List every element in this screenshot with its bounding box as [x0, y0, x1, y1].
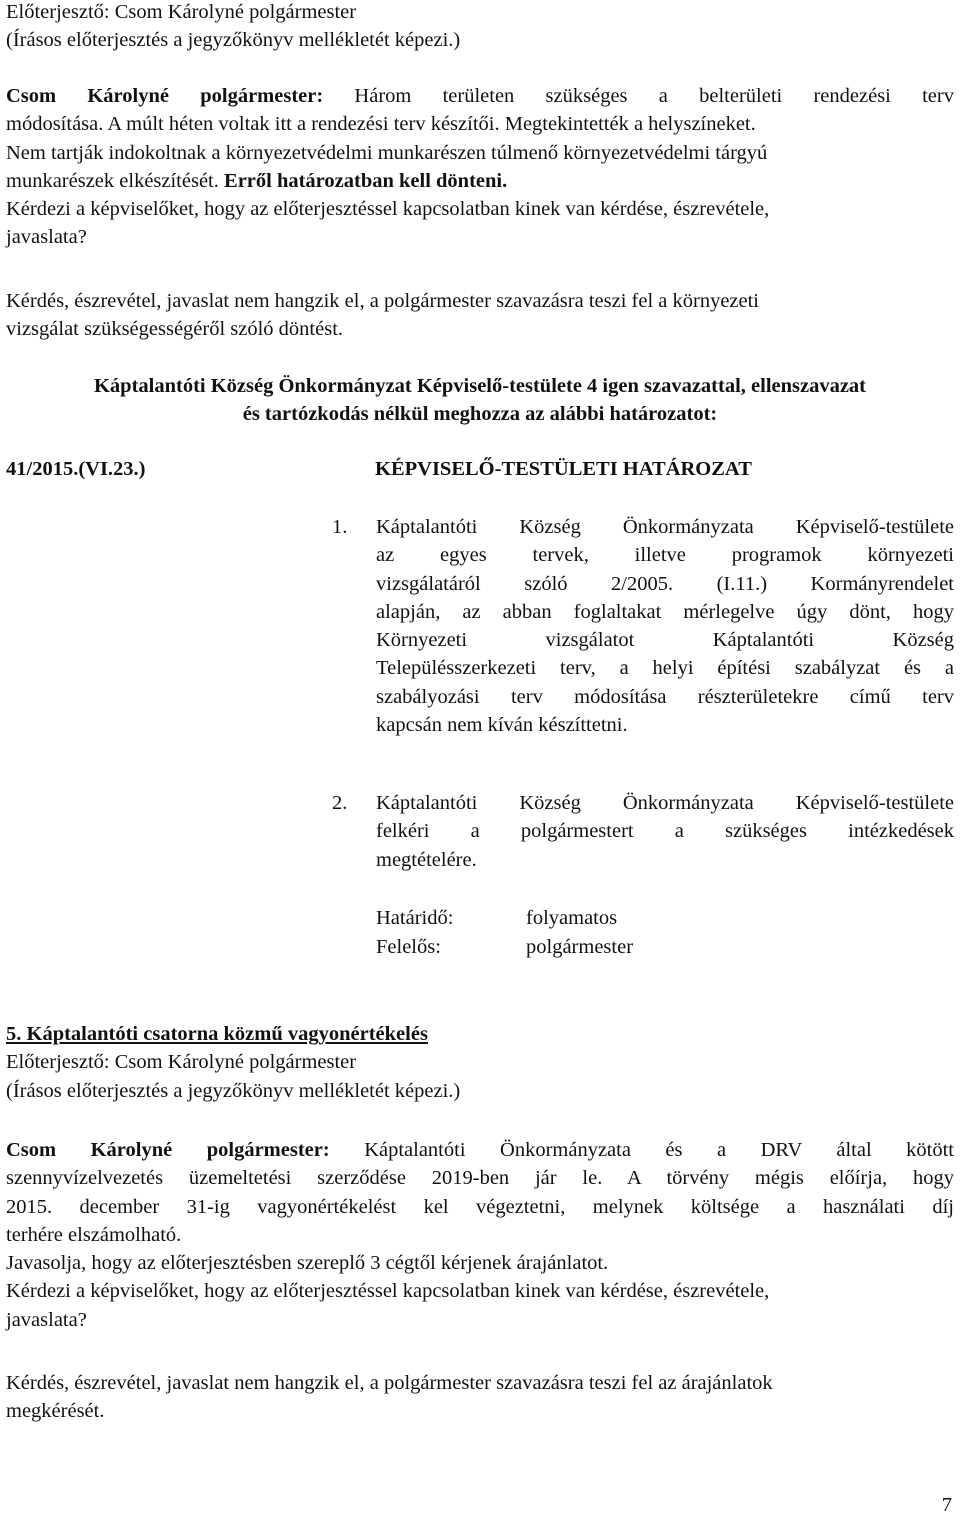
- vote-intro: [6, 287, 954, 344]
- deadline-value: folyamatos: [526, 907, 618, 929]
- vote-result-line-2: és tartózkodás nélkül meghozza az alábbi határozatot:: [242, 403, 718, 426]
- s5-speech-line-1: Csom Károlyné polgármester: Káptalantóti Önkormányzata és a DRV által kötött: [6, 1139, 954, 1161]
- s5-question-line-1: Kérdezi a képviselőket, hogy az előterjesztéssel kapcsolatban kinek van kérdése, észrevétele,: [6, 1280, 770, 1303]
- speaker-name: Csom Károlyné polgármester:: [6, 85, 324, 107]
- resolution-title: KÉPVISELŐ-TESTÜLETI HATÁROZAT: [375, 458, 752, 480]
- resolution-number: 41/2015.(VI.23.): [6, 458, 146, 480]
- s5-proposal: Javasolja, hogy az előterjesztésben szereplő 3 cégtől kérjenek árajánlatot.: [6, 1252, 609, 1275]
- speech-line-2: módosítása. A múlt héten voltak itt a rendezési terv készítői. Megtekintették a helyszíneket.: [6, 113, 756, 136]
- s5-speech-line-3: 2015. december 31-ig vagyonértékelést kel végeztetni, melynek költsége a használati díj: [6, 1195, 954, 1218]
- item-2-index: 2.: [332, 792, 348, 814]
- deadline-label: Határidő:: [376, 907, 454, 929]
- speech-line-1: Csom Károlyné polgármester: Három területen szükséges a belterületi rendezési terv: [6, 85, 954, 107]
- vote-result: [6, 372, 954, 429]
- speech-line-3: Nem tartják indokoltnak a környezetvédelmi munkarészen túlmenő környezetvédelmi tárgyú: [6, 141, 768, 164]
- section-5-presenter: Előterjesztő: Csom Károlyné polgármester: [6, 1051, 357, 1074]
- s5-question-line-2: javaslata?: [6, 1308, 87, 1331]
- vote-intro-line-2: vizsgálat szükségességéről szóló döntést.: [6, 318, 344, 341]
- mayor-speech: [6, 82, 954, 252]
- s5-speech-line-2: szennyvízelvezetés üzemeltetési szerződése 2019-ben jár le. A törvény mégis előírja, hogy: [6, 1167, 954, 1190]
- s5-speech-line-4: terhére elszámolható.: [6, 1223, 182, 1246]
- presenter-line: Előterjesztő: Csom Károlyné polgármester: [6, 1, 357, 23]
- responsible-label: Felelős:: [376, 936, 441, 958]
- s5-speaker-name: Csom Károlyné polgármester:: [6, 1139, 330, 1161]
- item-1-text: Káptalantóti Község Önkormányzata Képviselő-testülete az egyes tervek, illetve programok környezeti vizsgálatáról szóló 2/2005. (I.11.) Kormányrendelet alapján, az abban foglaltakat mérlegelve úgy dönt, hogy Környezeti vizsgálatot Káptalantóti Község Településszerkezeti terv, a helyi építési szabályzat és a szabályozási terv módosítása részterületekre című terv kapcsán nem kíván készíttetni.: [376, 516, 954, 737]
- top-section: [6, 0, 954, 55]
- speech-line-4: munkarészek elkészítését. Erről határozatban kell dönteni.: [6, 169, 508, 192]
- section-5-heading: 5. Káptalantóti csatorna közmű vagyonértékelés: [6, 1023, 428, 1045]
- section-5-header: [6, 1020, 954, 1105]
- question-line-1: Kérdezi a képviselőket, hogy az előterjesztéssel kapcsolatban kinek van kérdése, észrevétele,: [6, 198, 770, 221]
- item-2-text: Káptalantóti Község Önkormányzata Képviselő-testülete felkéri a polgármestert a szükséges intézkedések megtételére.: [376, 792, 954, 871]
- attachment-note: (Írásos előterjesztés a jegyzőkönyv mellékletét képezi.): [6, 29, 461, 52]
- page-number: 7: [941, 1494, 952, 1516]
- s5-vote-intro-line-1: Kérdés, észrevétel, javaslat nem hangzik el, a polgármester szavazásra teszi fel az árajánlatok: [6, 1372, 773, 1394]
- responsible-value: polgármester: [526, 936, 634, 958]
- item-1-index: 1.: [332, 516, 348, 538]
- s5-vote-intro-line-2: megkérését.: [6, 1400, 105, 1423]
- section-5-attachment-note: (Írásos előterjesztés a jegyzőkönyv mellékletét képezi.): [6, 1079, 461, 1102]
- question-line-2: javaslata?: [6, 226, 87, 249]
- section-5-speech: [6, 1136, 954, 1334]
- vote-intro-line-1: Kérdés, észrevétel, javaslat nem hangzik el, a polgármester szavazásra teszi fel a környezeti: [6, 290, 760, 312]
- vote-result-line-1: Káptalantóti Község Önkormányzat Képviselő-testülete 4 igen szavazattal, ellenszavazat: [93, 375, 867, 397]
- section-5-vote-intro: [6, 1369, 954, 1426]
